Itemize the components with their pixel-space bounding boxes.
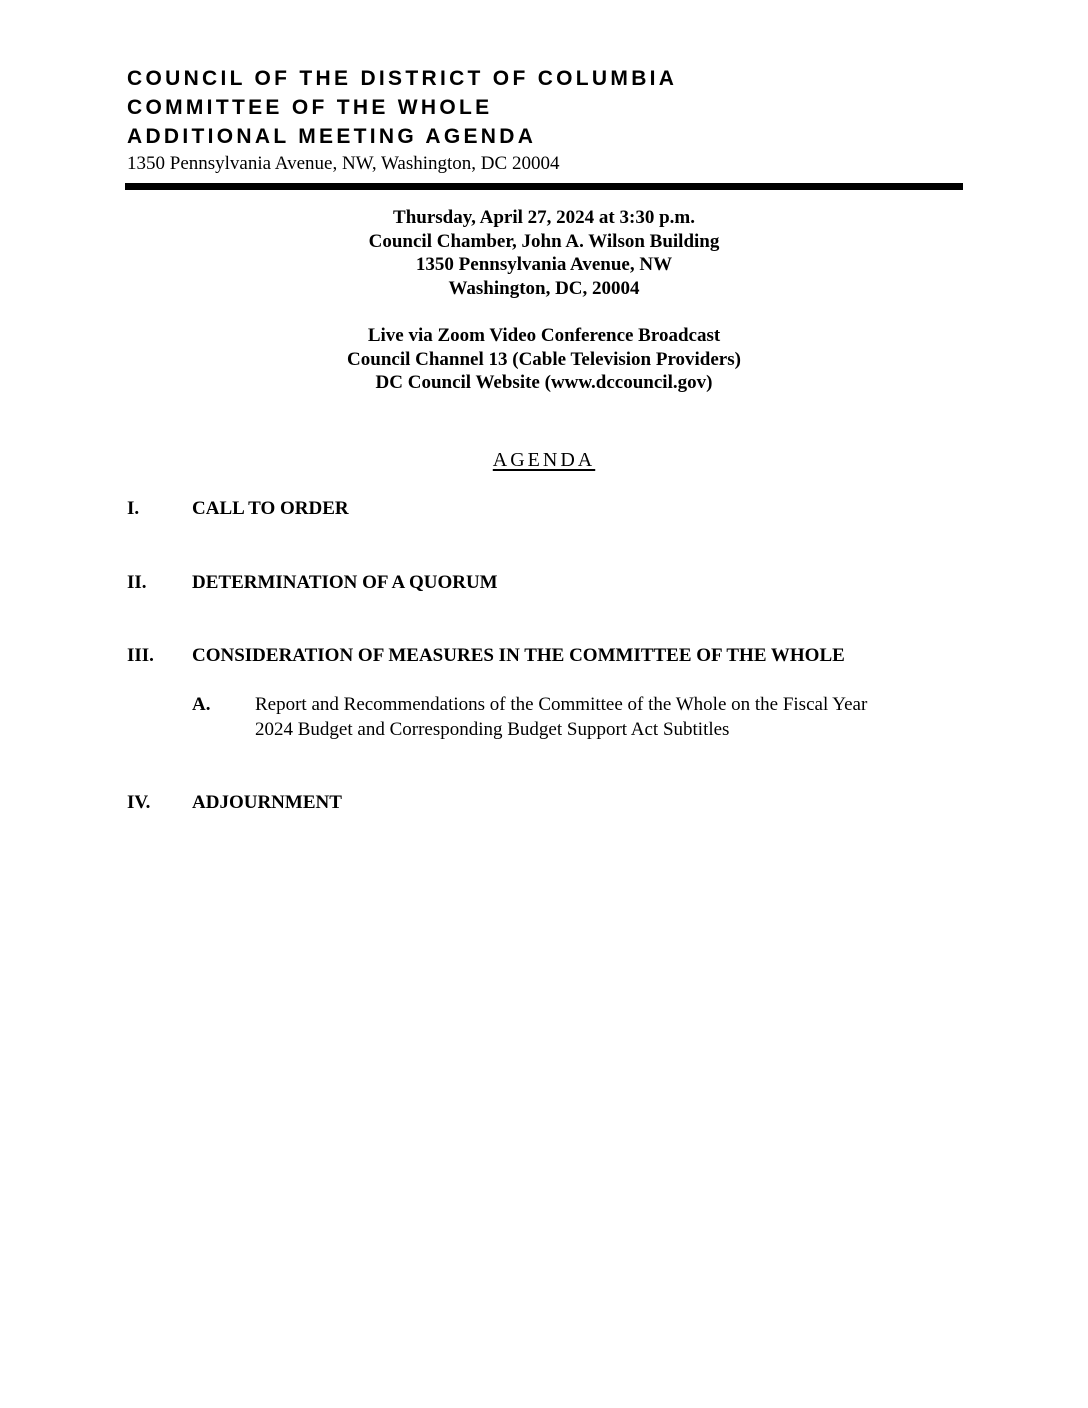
agenda-subitem-text-line: Report and Recommendations of the Committee of the Whole on the Fiscal Year [255,694,868,715]
broadcast-website: DC Council Website (www.dccouncil.gov) [375,372,713,393]
agenda-item-label: CALL TO ORDER [192,498,349,519]
meeting-details [144,206,944,300]
letterhead [127,64,967,176]
agenda-item-number: I. [127,498,140,519]
broadcast-channel: Council Channel 13 (Cable Television Providers) [347,348,741,370]
agenda-item-label: ADJOURNMENT [192,792,342,813]
agenda-subitem-letter: A. [192,694,211,715]
agenda-subitem-text [255,692,960,742]
agenda-heading [144,449,944,472]
meeting-location: Council Chamber, John A. Wilson Building [368,230,720,252]
agenda-item-label: DETERMINATION OF A QUORUM [192,572,498,593]
meeting-street: 1350 Pennsylvania Avenue, NW [415,254,673,275]
agenda-subitem-text-line: 2024 Budget and Corresponding Budget Support Act Subtitles [255,719,730,740]
agenda-item-number: III. [127,645,154,666]
meeting-info [144,206,944,395]
meeting-city: Washington, DC, 20004 [448,277,640,299]
broadcast-zoom: Live via Zoom Video Conference Broadcast [367,325,721,346]
letterhead-address: 1350 Pennsylvania Avenue, NW, Washington, DC 20004 [127,153,560,174]
header-divider [125,183,963,190]
broadcast-details [144,324,944,395]
committee-name: COMMITTEE OF THE WHOLE [127,96,493,119]
agenda-item-number: IV. [127,792,151,813]
meeting-datetime: Thursday, April 27, 2024 at 3:30 p.m. [393,207,695,228]
council-name: COUNCIL OF THE DISTRICT OF COLUMBIA [127,67,678,90]
agenda-item-number: II. [127,572,147,593]
agenda-heading-text: AGENDA [492,449,596,471]
agenda-item-label: CONSIDERATION OF MEASURES IN THE COMMITTEE OF THE WHOLE [192,645,845,666]
document-title: ADDITIONAL MEETING AGENDA [127,125,537,148]
